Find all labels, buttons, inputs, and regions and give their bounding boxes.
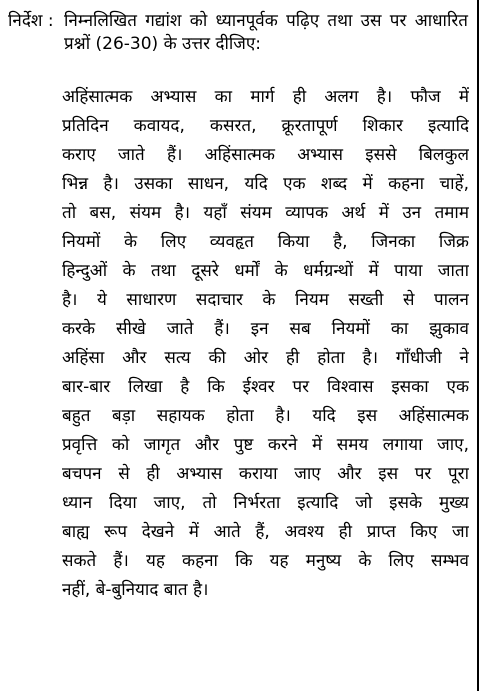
passage-line: बाह्य रूप देखने में आते हैं, अवश्य ही प्राप्त किए जा — [62, 522, 469, 542]
passage-line: कराए जाते हैं। अहिंसात्मक अभ्यास इससे बिलकुल — [62, 145, 469, 165]
passage-line: अहिंसा और सत्य की ओर ही होता है। गाँधीजी ने — [62, 348, 469, 368]
passage-line: बचपन से ही अभ्यास कराया जाए और इस पर पूरा — [62, 464, 469, 484]
passage-line: तो बस, संयम है। यहाँ संयम व्यापक अर्थ में उन तमाम — [62, 203, 469, 223]
passage-line: हिन्दुओं के तथा दूसरे धर्मों के धर्मग्रन्थों में पाया जाता — [62, 261, 469, 281]
passage-line: प्रवृत्ति को जागृत और पुष्ट करने में समय लगाया जाए, — [62, 435, 469, 455]
passage-line: अहिंसात्मक अभ्यास का मार्ग ही अलग है। फौज में — [62, 87, 469, 107]
passage-line: प्रतिदिन कवायद, कसरत, क्रूरतापूर्ण शिकार इत्यादि — [62, 116, 469, 136]
vertical-rule — [477, 0, 479, 691]
passage-line: है। ये साधारण सदाचार के नियम सख्ती से पालन — [62, 290, 469, 310]
instruction-text: निम्नलिखित गद्यांश को ध्यानपूर्वक पढ़िए तथा उस पर आधारित प्रश्नों (26-30) के उत्तर दीजिए: — [64, 11, 468, 54]
passage-line: भिन्न है। उसका साधन, यदि एक शब्द में कहना चाहें, — [62, 174, 469, 194]
passage-line: सकते हैं। यह कहना कि यह मनुष्य के लिए सम्भव — [62, 551, 469, 571]
instruction-label: निर्देश : — [8, 11, 54, 31]
passage-line: करके सीखे जाते हैं। इन सब नियमों का झुकाव — [62, 319, 469, 339]
passage-line: बहुत बड़ा सहायक होता है। यदि इस अहिंसात्मक — [62, 406, 469, 426]
passage-line: नियमों के लिए व्यवहृत किया है, जिनका जिक्र — [62, 232, 469, 252]
passage-line: बार-बार लिखा है कि ईश्वर पर विश्वास इसका एक — [62, 377, 469, 397]
passage — [62, 83, 469, 605]
passage-line: नहीं, बे-बुनियाद बात है। — [62, 580, 209, 600]
passage-line: ध्यान दिया जाए, तो निर्भरता इत्यादि जो इसके मुख्य — [62, 493, 469, 513]
